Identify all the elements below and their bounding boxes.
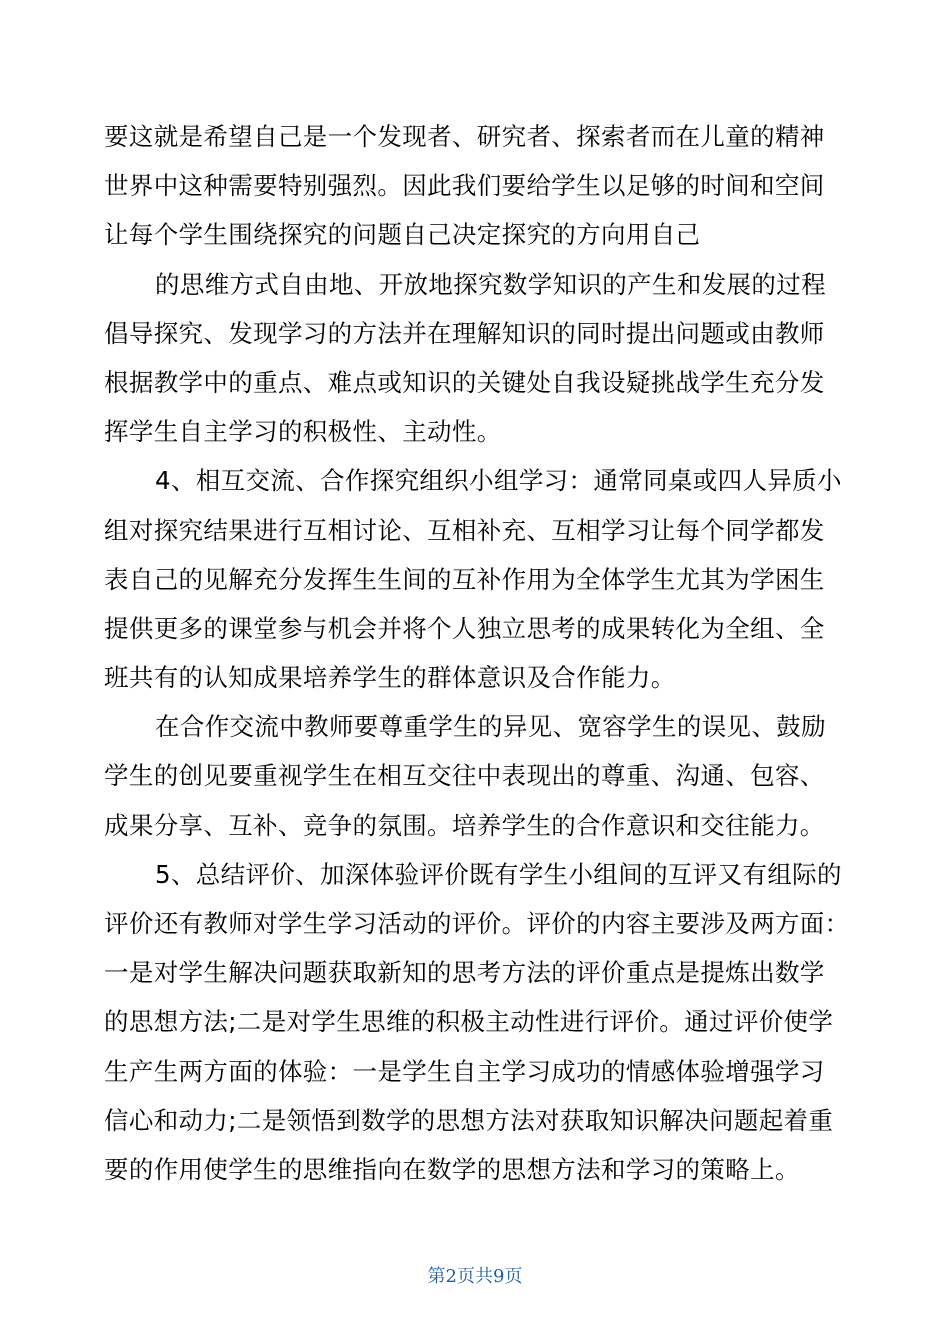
text-line: 表自己的见解充分发挥生生间的互补作用为全体学生尤其为学困生 bbox=[104, 564, 825, 594]
text-line: 组对探究结果进行互相讨论、互相补充、互相学习让每个同学都发 bbox=[104, 515, 825, 545]
text-line: 提供更多的课堂参与机会并将个人独立思考的成果转化为全组、全 bbox=[104, 613, 825, 643]
text-line: 生产生两方面的体验：一是学生自主学习成功的情感体验增强学习 bbox=[104, 1056, 825, 1086]
text-line: 信心和动力;二是领悟到数学的思想方法对获取知识解决问题起着重 bbox=[104, 1105, 834, 1135]
text-line: 根据教学中的重点、难点或知识的关键处自我设疑挑战学生充分发 bbox=[104, 367, 825, 397]
text-line: 评价还有教师对学生学习活动的评价。评价的内容主要涉及两方面： bbox=[104, 909, 850, 938]
text-line: 倡导探究、发现学习的方法并在理解知识的同时提出问题或由教师 bbox=[104, 318, 825, 348]
text-line: 在合作交流中教师要尊重学生的异见、宽容学生的误见、鼓励 bbox=[155, 712, 826, 742]
text-line: 让每个学生围绕探究的问题自己决定探究的方向用自己 bbox=[104, 220, 701, 250]
text-line: 世界中这种需要特别强烈。因此我们要给学生以足够的时间和空间 bbox=[104, 171, 825, 201]
text-line: 班共有的认知成果培养学生的群体意识及合作能力。 bbox=[104, 663, 676, 693]
document-body bbox=[104, 112, 849, 1194]
text-line: 要这就是希望自己是一个发现者、研究者、探索者而在儿童的精神 bbox=[104, 122, 825, 151]
text-line: 一是对学生解决问题获取新知的思考方法的评价重点是提炼出数学 bbox=[104, 958, 825, 988]
text-line: 学生的创见要重视学生在相互交往中表现出的尊重、沟通、包容、 bbox=[104, 761, 825, 791]
text-line: 挥学生自主学习的积极性、主动性。 bbox=[104, 417, 502, 447]
page-number-footer: 第2页共9页 bbox=[427, 1266, 523, 1287]
text-line: 成果分享、互补、竞争的氛围。培养学生的合作意识和交往能力。 bbox=[104, 810, 825, 840]
text-line: 要的作用使学生的思维指向在数学的思想方法和学习的策略上。 bbox=[104, 1154, 800, 1184]
text-line: 5、总结评价、加深体验评价既有学生小组间的互评又有组际的 bbox=[155, 859, 842, 889]
text-line: 的思维方式自由地、开放地探究数学知识的产生和发展的过程 bbox=[155, 269, 826, 299]
text-line: 的思想方法;二是对学生思维的积极主动性进行评价。通过评价使学 bbox=[104, 1007, 834, 1037]
text-line: 4、相互交流、合作探究组织小组学习：通常同桌或四人异质小 bbox=[155, 466, 842, 496]
